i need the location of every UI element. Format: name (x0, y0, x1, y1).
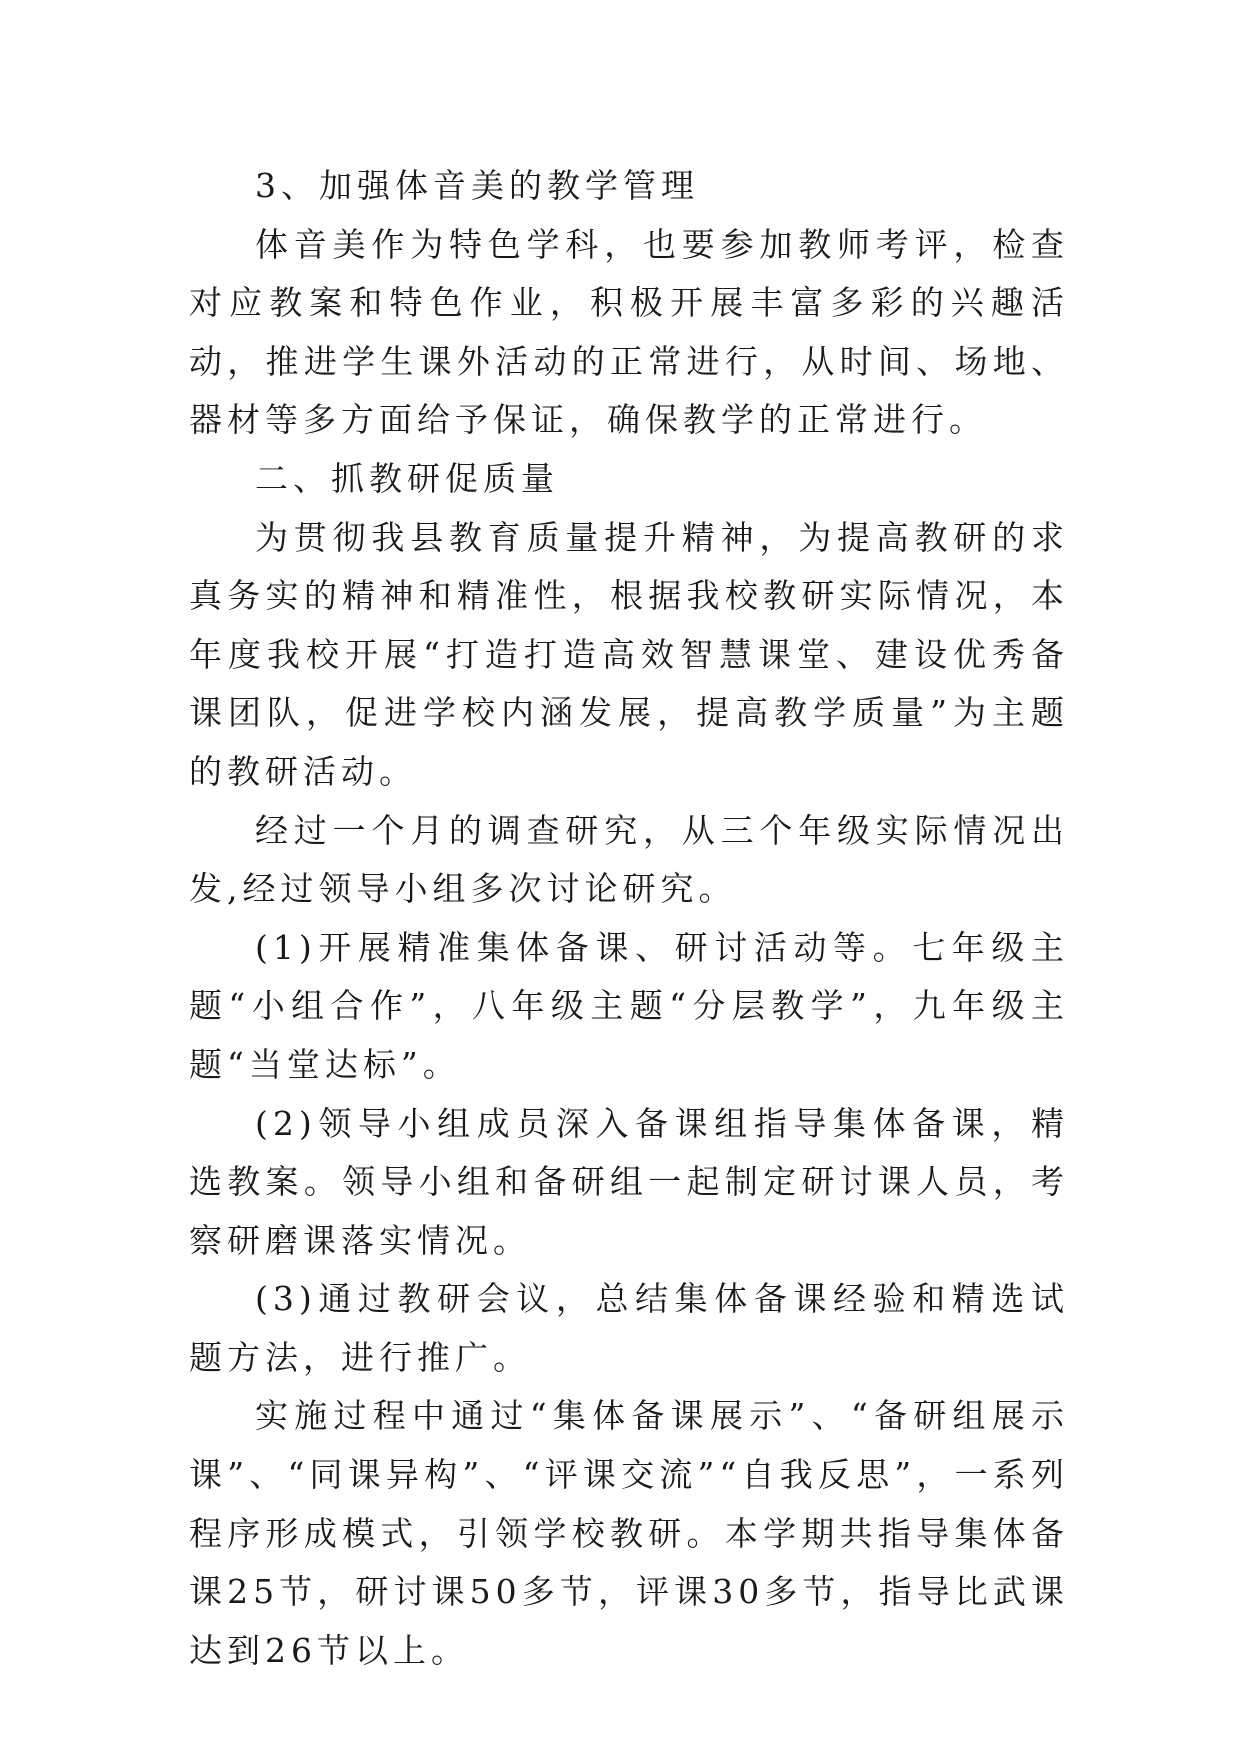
list-item-3: (3)通过教研会议，总结集体备课经验和精选试题方法，进行推广。 (189, 1279, 1069, 1377)
document-body (189, 157, 1069, 1680)
section-heading-teaching-research: 二、抓教研促质量 (255, 458, 559, 498)
paragraph-implementation: 实施过程中通过“集体备课展示”、“备研组展示课”、“同课异构”、“评课交流”“自我反思”，一系列程序形成模式，引领学校教研。本学期共指导集体备课25节，研讨课50多节，评课30多节，指导比武课达到26节以上。 (189, 1396, 1069, 1670)
paragraph-investigation: 经过一个月的调查研究，从三个年级实际情况出发,经过领导小组多次讨论研究。 (189, 810, 1069, 909)
paragraph-research-theme: 为贯彻我县教育质量提升精神，为提高教研的求真务实的精神和精准性，根据我校教研实际情况，本年度我校开展“打造打造高效智慧课堂、建设优秀备课团队，促进学校内涵发展，提高教学质量”为主题的教研活动。 (189, 517, 1069, 791)
section-heading-art-teaching: 3、加强体音美的教学管理 (255, 166, 699, 205)
list-item-1: (1)开展精准集体备课、研讨活动等。七年级主题“小组合作”，八年级主题“分层教学”，九年级主题“当堂达标”。 (189, 927, 1069, 1084)
list-item-2: (2)领导小组成员深入备课组指导集体备课，精选教案。领导小组和备研组一起制定研讨课人员，考察研磨课落实情况。 (189, 1103, 1069, 1260)
paragraph-art-teaching: 体音美作为特色学科，也要参加教师考评，检查对应教案和特色作业，积极开展丰富多彩的兴趣活动，推进学生课外活动的正常进行，从时间、场地、器材等多方面给予保证，确保教学的正常进行。 (189, 224, 1069, 440)
